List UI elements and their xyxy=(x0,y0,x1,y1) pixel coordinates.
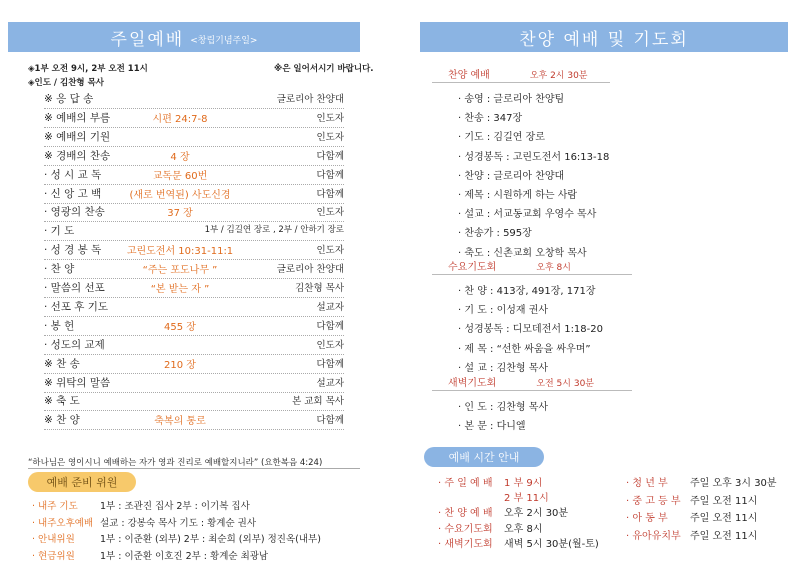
order-row xyxy=(44,185,344,204)
schedule-label: · 아 동 부 xyxy=(626,513,668,524)
order-item-detail: 1부 / 김길연 장로 , 2부 / 안하기 장로 xyxy=(204,225,344,236)
section-time: 오후 2시 30분 xyxy=(529,71,588,81)
order-item-responsible: 다함께 xyxy=(316,150,344,162)
right-panel xyxy=(410,0,800,566)
schedule-row xyxy=(438,474,542,489)
schedule-value: 1 부 9시 xyxy=(504,478,543,489)
schedule-row xyxy=(438,520,543,535)
order-item-detail: 시편 24:7-8 xyxy=(152,113,208,125)
order-item-detail: 4 장 xyxy=(170,151,190,163)
section-heading-label: 찬양 예배 xyxy=(448,70,490,81)
order-item-name: · 성 경 봉 독 xyxy=(44,244,102,257)
schedule-value: 주일 오전 11시 xyxy=(690,530,758,542)
committee-label: · 내주오후예배 xyxy=(32,517,94,529)
section-item: · 기 도 : 이성재 권사 xyxy=(458,305,549,317)
order-row xyxy=(44,374,344,393)
order-item-responsible: 설교자 xyxy=(316,377,344,389)
schedule-row xyxy=(438,489,549,504)
committee-text: 1부 : 조관진 집사 2부 : 이기복 집사 xyxy=(100,501,250,512)
schedule-row xyxy=(438,504,568,519)
order-item-name: · 말씀의 선포 xyxy=(44,282,105,294)
order-item-responsible: 글로리아 찬양대 xyxy=(276,264,344,276)
section-item: · 찬송가 : 595장 xyxy=(458,228,532,240)
committee-title: 예배 준비 위원 xyxy=(46,476,118,489)
order-row xyxy=(44,241,344,260)
section-item: · 설 교 : 김찬형 목사 xyxy=(458,362,549,374)
schedule-title: 예배 시간 안내 xyxy=(448,451,520,464)
order-row xyxy=(44,336,344,355)
order-row xyxy=(44,128,344,147)
section-heading-label: 수요기도회 xyxy=(448,262,497,273)
order-item-name: · 봉 헌 xyxy=(44,319,75,332)
section-item: · 제목 : 시원하게 하는 사람 xyxy=(458,190,578,201)
section-item: · 찬양 : 글로리아 찬양대 xyxy=(458,170,565,182)
section-heading xyxy=(448,258,571,273)
schedule-row xyxy=(626,474,777,489)
section-item: · 성경봉독 : 디모데전서 1:18-20 xyxy=(458,324,603,336)
order-row xyxy=(44,147,344,166)
praise-worship-banner xyxy=(420,22,788,52)
section-heading xyxy=(448,66,588,81)
section-item: · 기도 : 김길연 장로 xyxy=(458,132,545,144)
order-item-responsible: 다함께 xyxy=(316,358,344,370)
scripture-quote: “하나님은 영이시니 예배하는 자가 영과 진리로 예배할지니라” (요한복음 4:24) xyxy=(28,458,323,468)
committee-text: 1부 : 이준환 이호진 2부 : 황계순 최광남 xyxy=(100,550,269,562)
order-item-name: · 기 도 xyxy=(44,225,75,238)
order-row xyxy=(44,90,344,109)
order-item-name: ※ 응 답 송 xyxy=(44,93,94,105)
section-heading xyxy=(448,374,594,389)
stand-note: ※은 일어서시기 바랍니다. xyxy=(274,64,374,74)
schedule-label: · 수요기도회 xyxy=(438,523,493,535)
section-item: · 축도 : 신촌교회 오창학 목사 xyxy=(458,247,587,259)
order-row xyxy=(44,392,344,411)
order-item-name: · 찬 양 xyxy=(44,263,75,276)
order-item-detail: “본 받는 자 ” xyxy=(150,284,210,295)
quote-divider xyxy=(28,468,360,469)
order-item-detail: (새로 번역된) 사도신경 xyxy=(129,189,231,201)
order-item-name: · 선포 후 기도 xyxy=(44,300,109,313)
order-row xyxy=(44,222,344,241)
sunday-worship-banner xyxy=(8,22,360,52)
section-item: · 성경봉독 : 고린도전서 16:13-18 xyxy=(458,151,610,163)
section-item: · 송영 : 글로리아 찬양팀 xyxy=(458,94,565,105)
section-time: 오전 5시 30분 xyxy=(536,379,594,389)
section-item: · 제 목 : “선한 싸움을 싸우며” xyxy=(458,343,591,355)
order-item-responsible: 다함께 xyxy=(316,188,344,200)
section-time: 오후 8시 xyxy=(536,263,571,273)
order-item-detail: 교독문 60번 xyxy=(152,170,208,182)
order-item-responsible: 인도자 xyxy=(316,112,344,124)
schedule-title-pill xyxy=(424,447,544,467)
order-item-detail: 210 장 xyxy=(164,359,196,371)
committee-title-pill xyxy=(28,472,136,492)
order-item-name: ※ 예배의 부름 xyxy=(44,111,111,124)
committee-label: · 안내위원 xyxy=(32,534,75,545)
schedule-row xyxy=(626,509,757,524)
section-item: · 찬송 : 347장 xyxy=(458,113,523,125)
order-row xyxy=(44,166,344,185)
order-item-name: ※ 찬 양 xyxy=(44,414,80,427)
order-row xyxy=(44,411,344,430)
schedule-label: · 중 고 등 부 xyxy=(626,495,681,507)
schedule-label: · 찬 양 예 배 xyxy=(438,508,493,520)
order-item-responsible: 김찬형 목사 xyxy=(295,283,344,294)
schedule-row xyxy=(626,492,757,507)
committee-label: · 내주 기도 xyxy=(32,501,78,512)
section-item: · 인 도 : 김찬형 목사 xyxy=(458,402,549,413)
schedule-value: 오후 2시 30분 xyxy=(504,508,569,520)
order-item-name: ※ 경배의 찬송 xyxy=(44,149,111,162)
schedule-row xyxy=(438,535,599,550)
praise-worship-title: 찬양 예배 및 기도회 xyxy=(519,29,689,50)
committee-row xyxy=(32,531,321,545)
order-item-responsible: 설교자 xyxy=(316,301,344,313)
order-item-responsible: 본 교회 목사 xyxy=(292,396,344,408)
order-row xyxy=(44,109,344,128)
order-item-responsible: 인도자 xyxy=(316,339,344,351)
order-row xyxy=(44,279,344,298)
committee-row xyxy=(32,515,256,529)
order-row xyxy=(44,260,344,279)
committee-text: 설교 : 강봉숙 목사 기도 : 황계순 권사 xyxy=(100,517,257,529)
order-item-responsible: 인도자 xyxy=(316,131,344,143)
schedule-value: 주일 오전 11시 xyxy=(690,513,758,524)
schedule-label: · 새벽기도회 xyxy=(438,538,493,550)
order-item-responsible: 글로리아 찬양대 xyxy=(276,94,344,105)
schedule-label: · 주 일 예 배 xyxy=(438,478,493,489)
schedule-value: 새벽 5시 30분(월-토) xyxy=(504,538,599,550)
order-item-name: · 영광의 찬송 xyxy=(44,206,105,219)
order-item-name: ※ 찬 송 xyxy=(44,357,80,370)
order-item-responsible: 다함께 xyxy=(316,320,344,332)
committee-text: 1부 : 이준환 (외부) 2부 : 최순희 (외부) 정진옥(내부) xyxy=(100,534,321,545)
schedule-value: 주일 오후 3시 30분 xyxy=(690,478,777,489)
order-item-detail: 37 장 xyxy=(167,208,193,220)
order-item-name: · 신 앙 고 백 xyxy=(44,187,102,200)
leader-line: ◈인도 / 김찬형 목사 xyxy=(28,78,104,88)
schedule-value: 오후 8시 xyxy=(504,523,543,535)
order-row xyxy=(44,317,344,336)
committee-row xyxy=(32,498,250,512)
section-item: · 설교 : 서교동교회 우영수 목사 xyxy=(458,209,597,221)
left-panel xyxy=(0,0,380,566)
order-item-name: · 성도의 교제 xyxy=(44,338,105,351)
schedule-value: 2 부 11시 xyxy=(504,493,549,505)
order-item-detail: “주는 포도나무 ” xyxy=(142,265,218,277)
order-item-detail: 축복의 통로 xyxy=(154,416,206,428)
order-item-detail: 455 장 xyxy=(164,321,196,333)
committee-label: · 현금위원 xyxy=(32,550,75,562)
order-item-name: ※ 축 도 xyxy=(44,395,80,408)
sunday-worship-title: 주일예배 xyxy=(110,29,185,50)
service-times: ◈1부 오전 9시, 2부 오전 11시 xyxy=(28,64,148,74)
order-item-name: ※ 예배의 기원 xyxy=(44,130,111,143)
schedule-value: 주일 오전 11시 xyxy=(690,495,758,507)
committee-row xyxy=(32,548,268,562)
section-underline xyxy=(432,82,610,83)
order-item-name: ※ 위탁의 말씀 xyxy=(44,376,111,389)
order-item-name: · 성 시 교 독 xyxy=(44,168,102,181)
schedule-label: · 유아유치부 xyxy=(626,530,681,542)
order-row xyxy=(44,355,344,374)
order-row xyxy=(44,203,344,222)
schedule-row xyxy=(626,527,757,542)
order-row xyxy=(44,298,344,317)
order-item-responsible: 인도자 xyxy=(316,207,344,219)
order-item-responsible: 인도자 xyxy=(316,245,344,257)
order-item-responsible: 다함께 xyxy=(316,169,344,181)
section-item: · 찬 양 : 413장, 491장, 171장 xyxy=(458,286,596,297)
section-heading-label: 새벽기도회 xyxy=(448,378,497,389)
section-underline xyxy=(432,274,632,275)
sunday-worship-subtitle: <창립기념주일> xyxy=(190,35,258,46)
order-item-responsible: 다함께 xyxy=(316,415,344,427)
order-item-detail: 고린도전서 10:31-11:1 xyxy=(126,246,234,258)
schedule-label: · 청 년 부 xyxy=(626,478,668,489)
section-item: · 본 문 : 다니엘 xyxy=(458,421,526,433)
section-underline xyxy=(432,390,632,391)
